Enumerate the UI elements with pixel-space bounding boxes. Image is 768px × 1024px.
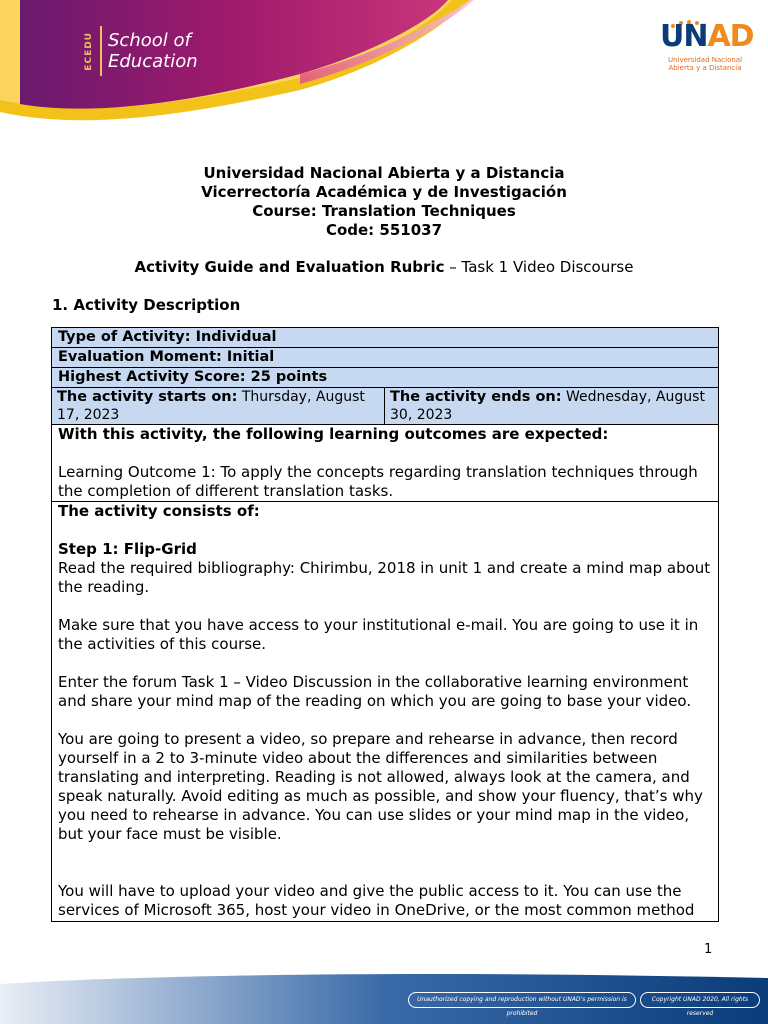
unad-sub-2: Abierta y a Distancia xyxy=(668,64,742,72)
unad-subtitle xyxy=(660,56,750,72)
guide-title-bold: Activity Guide and Evaluation Rubric xyxy=(134,258,445,276)
title-course: Course: Translation Techniques xyxy=(252,202,516,220)
dates-row xyxy=(52,388,718,425)
footer-notice: Unauthorized copying and reproduction without UNAD's permission is prohibited xyxy=(408,992,636,1008)
school-line-1: School of xyxy=(108,30,191,51)
outcomes-row xyxy=(52,425,718,502)
footer-copyright: Copyright UNAD 2020, All rights reserved xyxy=(640,992,760,1008)
unad-sub-1: Universidad Nacional xyxy=(667,56,743,64)
footer-banner xyxy=(0,970,768,1024)
evaluation-moment-row: Evaluation Moment: Initial xyxy=(52,348,718,368)
school-name xyxy=(108,30,198,72)
start-value: Thursday, August 17, 2023 xyxy=(57,389,365,423)
step1-heading: Step 1: Flip-Grid xyxy=(58,540,197,558)
page-number: 1 xyxy=(704,942,713,957)
title-vicerrectoria: Vicerrectoría Académica y de Investigación xyxy=(201,183,567,201)
end-label: The activity ends on: xyxy=(390,389,562,405)
consists-row xyxy=(52,502,718,921)
title-university: Universidad Nacional Abierta y a Distancia xyxy=(203,164,565,182)
highest-score-row: Highest Activity Score: 25 points xyxy=(52,368,718,388)
type-of-activity-row: Type of Activity: Individual xyxy=(52,328,718,348)
consists-heading: The activity consists of: xyxy=(58,502,260,520)
start-date-cell xyxy=(52,388,385,424)
ecedu-logo xyxy=(84,26,198,76)
header-banner xyxy=(0,0,768,140)
paragraph-1: Read the required bibliography: Chirimbu, 2018 in unit 1 and create a mind map about the reading. xyxy=(58,559,711,596)
activity-table xyxy=(51,327,719,922)
paragraph-4: You are going to present a video, so prepare and rehearse in advance, then record yourself in a 2 to 3-minute video about the differences and similarities between translating and interpreting. Reading is not allowed, always look at the camera, and speak naturally. Avoid editing as much as possible, and show your fluency, that’s why you need to rehearse in advance. You can use slides or your mind map in the video, but your face must be visible. xyxy=(58,730,703,843)
unad-mark-u: UN xyxy=(660,19,708,54)
document-titles xyxy=(0,164,768,240)
logo-divider xyxy=(100,26,102,76)
guide-title xyxy=(0,258,768,276)
section-heading: 1. Activity Description xyxy=(52,296,241,314)
learning-outcome-1: Learning Outcome 1: To apply the concepts regarding translation techniques through the completion of different translation tasks. xyxy=(58,463,698,500)
ecedu-tag: ECEDU xyxy=(84,31,94,71)
paragraph-5: You will have to upload your video and give the public access to it. You can use the services of Microsoft 365, host your video in OneDrive, or the most common method xyxy=(58,882,695,919)
paragraph-2: Make sure that you have access to your institutional e-mail. You are going to use it in the activities of this course. xyxy=(58,616,699,653)
school-line-2: Education xyxy=(108,51,198,72)
paragraph-3: Enter the forum Task 1 – Video Discussion in the collaborative learning environment and share your mind map of the reading on which you are going to base your video. xyxy=(58,673,692,710)
guide-title-rest: – Task 1 Video Discourse xyxy=(444,258,634,276)
start-label: The activity starts on: xyxy=(57,389,238,405)
unad-wordmark xyxy=(660,19,754,54)
unad-mark-ad: AD xyxy=(707,19,754,54)
outcomes-heading: With this activity, the following learning outcomes are expected: xyxy=(58,425,609,443)
end-value: Wednesday, August 30, 2023 xyxy=(390,389,705,423)
end-date-cell xyxy=(385,388,718,424)
title-code: Code: 551037 xyxy=(325,221,443,239)
unad-logo xyxy=(660,19,754,72)
